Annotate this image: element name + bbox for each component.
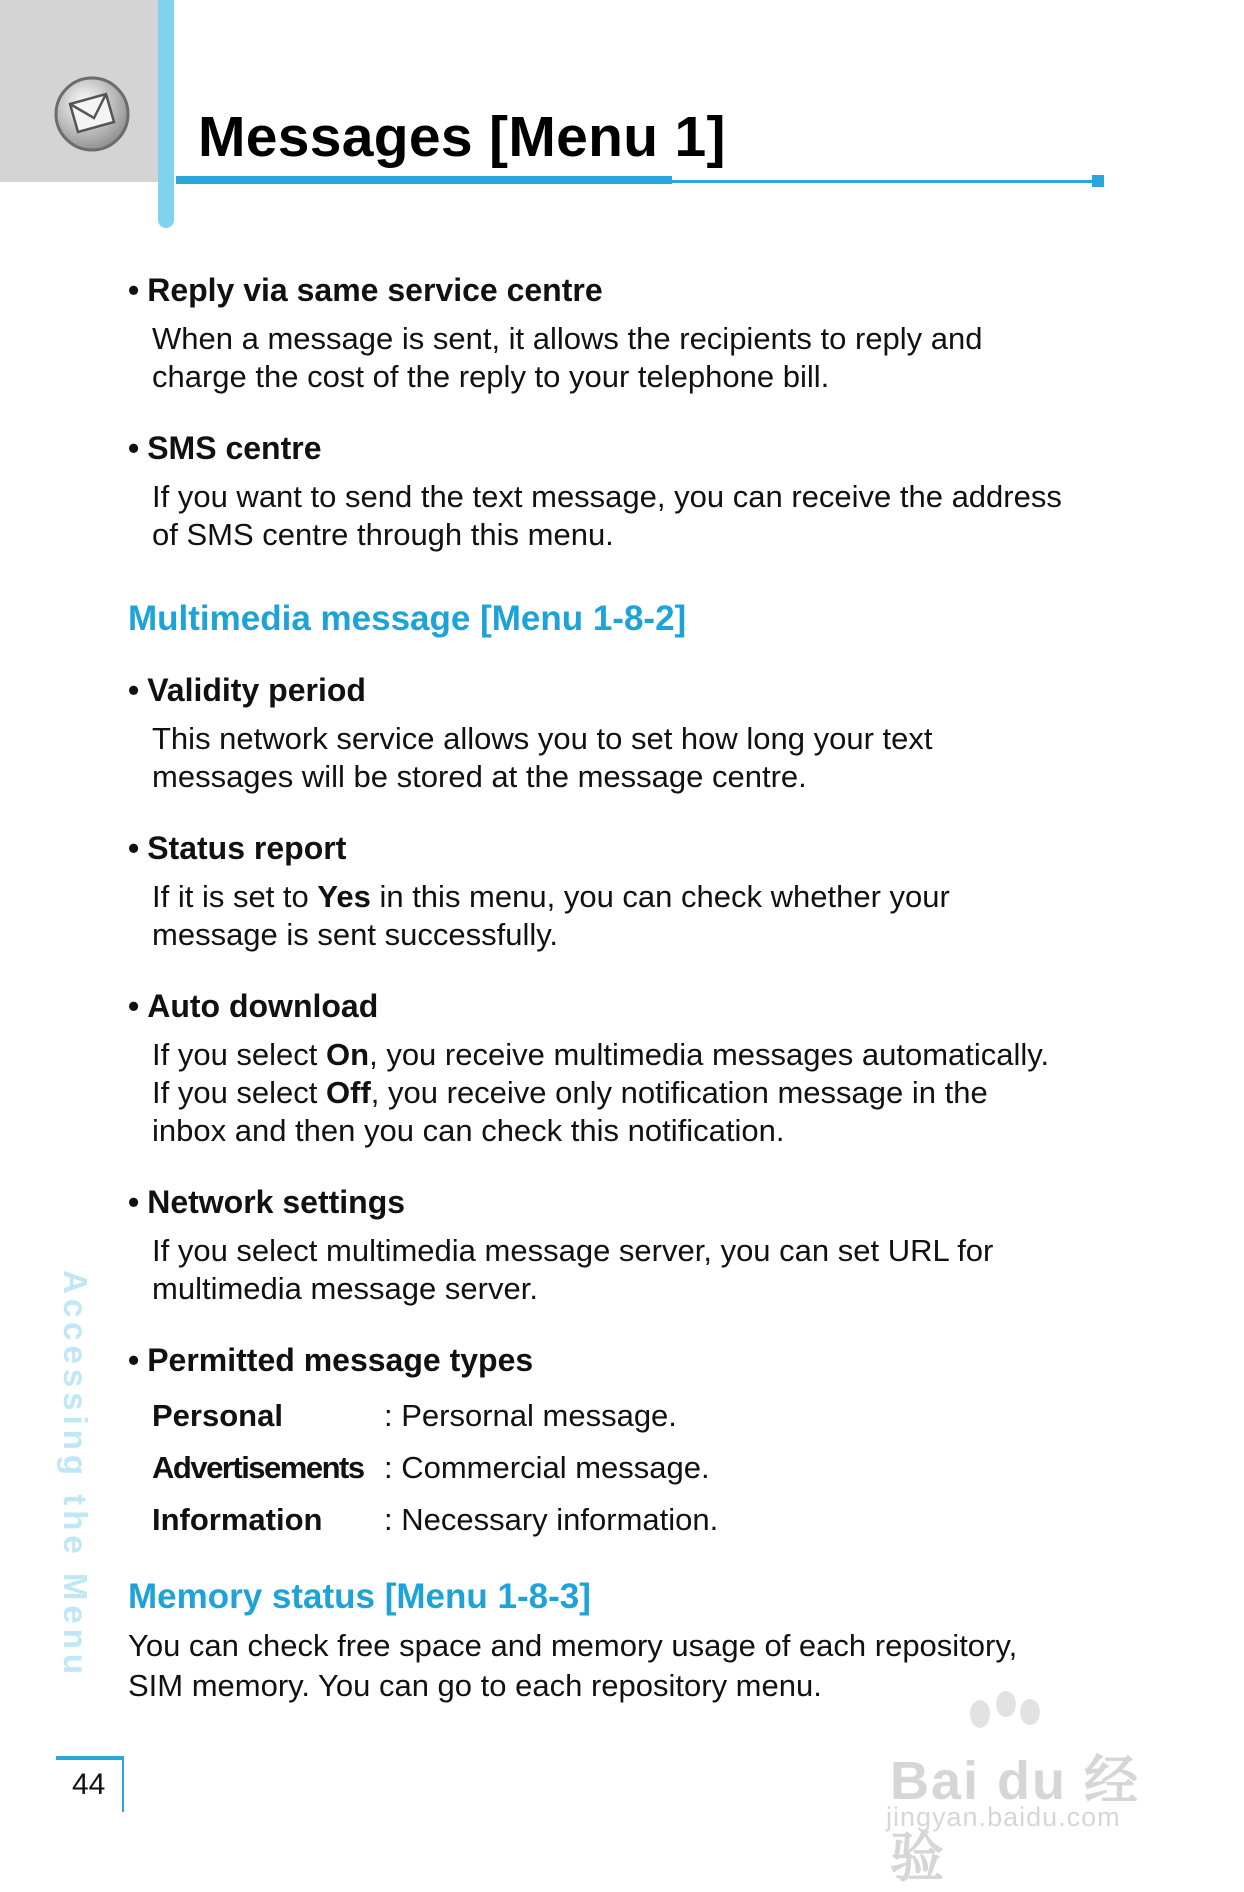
page-content bbox=[128, 270, 1118, 1706]
title-underline-thin bbox=[672, 180, 1092, 183]
item-reply-via-centre bbox=[128, 270, 1118, 396]
page-number: 44 bbox=[72, 1768, 106, 1801]
page-title: Messages [Menu 1] bbox=[198, 105, 726, 169]
item-description: If you select On, you receive multimedia messages automatically. If you select Off, you receive only notification message in the inbox and then you can check this notification. bbox=[152, 1037, 1050, 1148]
side-section-label: Accessing the Menu bbox=[57, 1270, 94, 1680]
type-term: Advertisements bbox=[152, 1450, 364, 1485]
item-description: If it is set to Yes in this menu, you can check whether your message is sent successfully. bbox=[152, 879, 950, 952]
baidu-watermark bbox=[870, 1690, 1190, 1888]
item-sms-centre bbox=[128, 428, 1118, 554]
watermark-text: Bai du 经验 bbox=[890, 1751, 1141, 1888]
section-heading-memory: Memory status [Menu 1-8-3] bbox=[128, 1577, 591, 1616]
watermark-url: jingyan.baidu.com bbox=[886, 1802, 1121, 1832]
item-title: • Reply via same service centre bbox=[128, 272, 603, 308]
item-permitted-types bbox=[128, 1340, 1118, 1546]
item-description: When a message is sent, it allows the recipients to reply and charge the cost of the reply to your telephone bill. bbox=[152, 321, 983, 394]
title-underline-end bbox=[1092, 175, 1104, 187]
item-title: • Permitted message types bbox=[128, 1342, 534, 1378]
item-description: If you select multimedia message server, you can set URL for multimedia message server. bbox=[152, 1233, 994, 1306]
type-term: Personal bbox=[152, 1398, 283, 1433]
item-title: • Auto download bbox=[128, 988, 379, 1024]
type-row-information bbox=[152, 1494, 1118, 1546]
message-types-list bbox=[152, 1390, 1118, 1546]
item-title: • Status report bbox=[128, 830, 347, 866]
header-vertical-bar bbox=[158, 0, 174, 228]
envelope-icon bbox=[44, 66, 140, 162]
page-number-rule bbox=[56, 1756, 124, 1760]
type-desc: : Commercial message. bbox=[384, 1450, 710, 1485]
section-heading-multimedia: Multimedia message [Menu 1-8-2] bbox=[128, 599, 687, 638]
type-desc: : Persornal message. bbox=[384, 1398, 677, 1433]
item-auto-download bbox=[128, 986, 1118, 1150]
item-network-settings bbox=[128, 1182, 1118, 1308]
item-description: This network service allows you to set how long your text messages will be stored at the message centre. bbox=[152, 721, 933, 794]
memory-description: You can check free space and memory usage of each repository, SIM memory. You can go to each repository menu. bbox=[128, 1628, 1018, 1703]
item-title: • Validity period bbox=[128, 672, 366, 708]
item-description: If you want to send the text message, you can receive the address of SMS centre through this menu. bbox=[152, 479, 1062, 552]
item-title: • SMS centre bbox=[128, 430, 322, 466]
type-desc: : Necessary information. bbox=[384, 1502, 719, 1537]
type-row-advertisements bbox=[152, 1442, 1118, 1494]
item-title: • Network settings bbox=[128, 1184, 406, 1220]
page-number-rule-vertical bbox=[122, 1756, 124, 1812]
type-row-personal bbox=[152, 1390, 1118, 1442]
type-term: Information bbox=[152, 1502, 323, 1537]
item-status-report bbox=[128, 828, 1118, 954]
title-underline-thick bbox=[176, 176, 672, 184]
item-validity-period bbox=[128, 670, 1118, 796]
